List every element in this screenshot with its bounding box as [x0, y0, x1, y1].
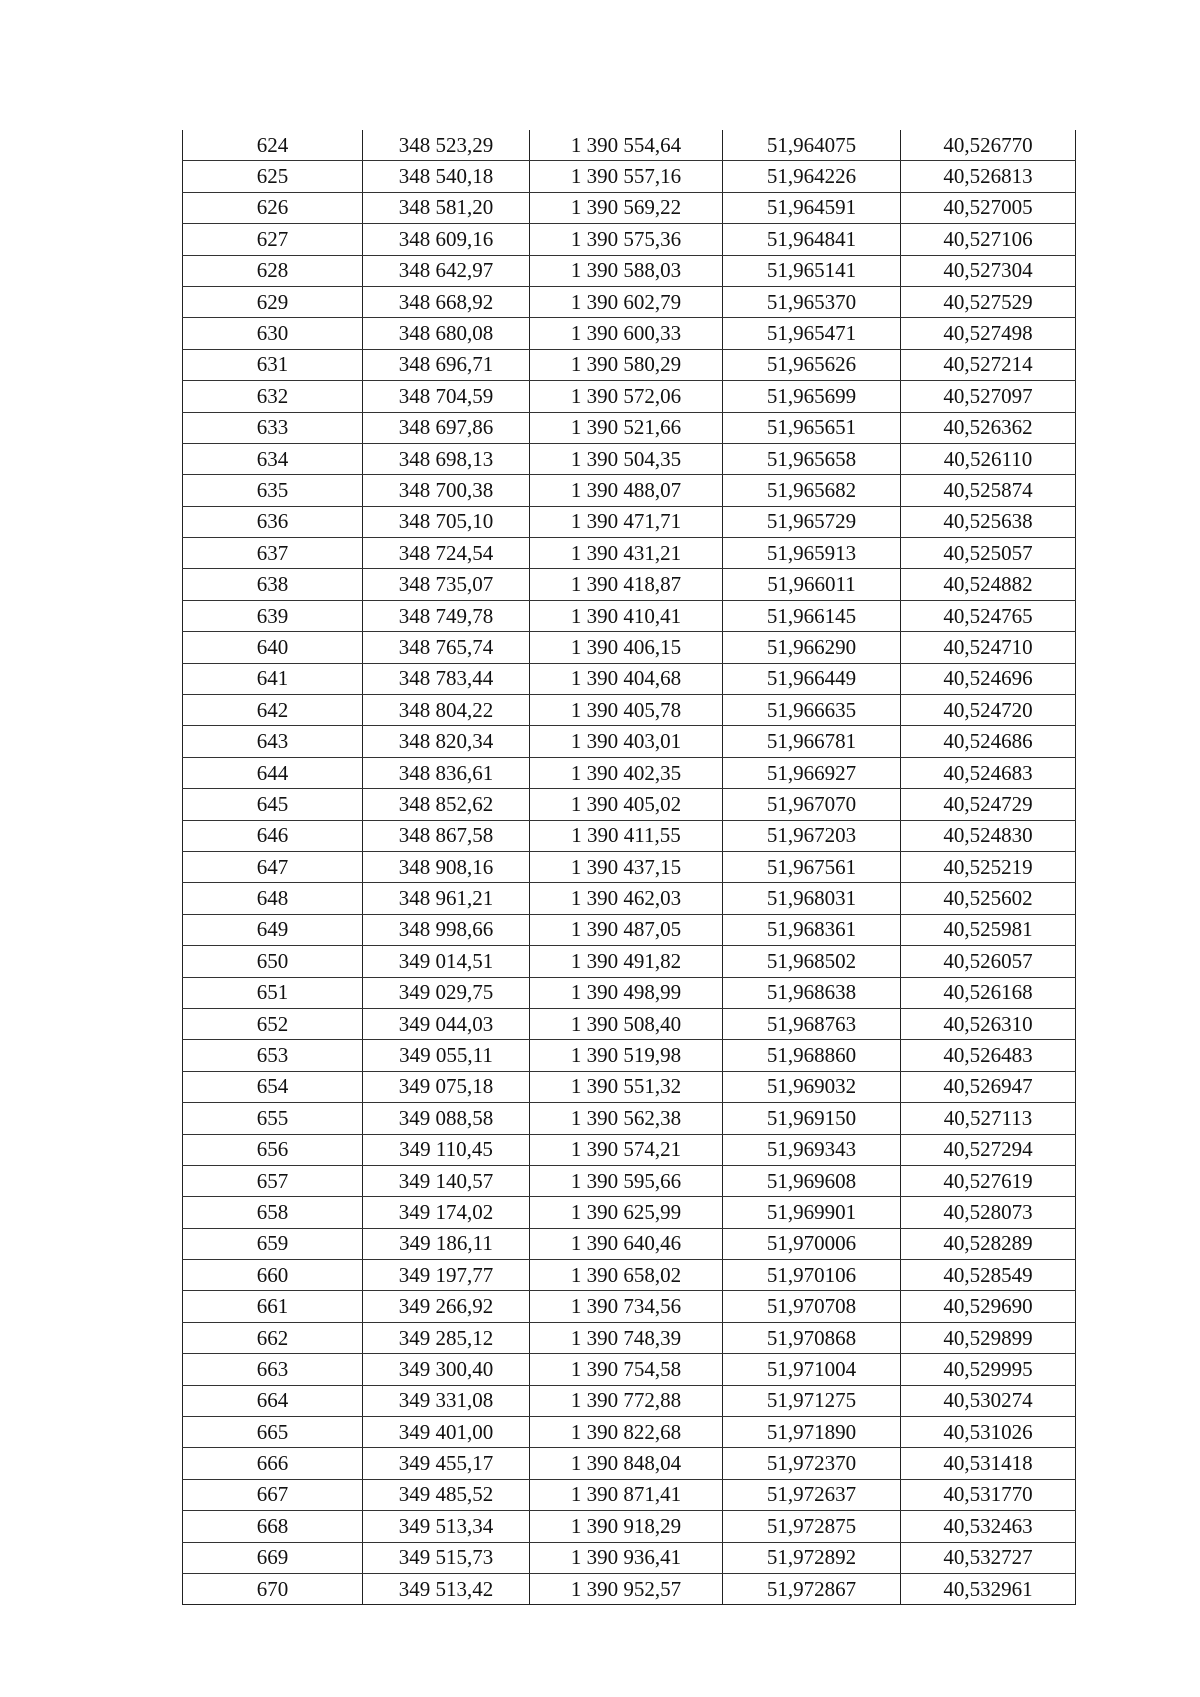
- latitude-cell: 51,967561: [723, 851, 901, 882]
- latitude-cell: 51,972892: [723, 1542, 901, 1573]
- x-coordinate-cell: 349 266,92: [363, 1291, 530, 1322]
- y-coordinate-cell: 1 390 658,02: [530, 1260, 723, 1291]
- longitude-cell: 40,524720: [901, 695, 1076, 726]
- table-row: [183, 1134, 1076, 1165]
- latitude-cell: 51,970106: [723, 1260, 901, 1291]
- point-number-cell: 628: [183, 255, 363, 286]
- longitude-cell: 40,529995: [901, 1354, 1076, 1385]
- table-row: [183, 663, 1076, 694]
- point-number-cell: 640: [183, 632, 363, 663]
- table-row: [183, 1354, 1076, 1385]
- longitude-cell: 40,526057: [901, 946, 1076, 977]
- table-row: [183, 412, 1076, 443]
- y-coordinate-cell: 1 390 595,66: [530, 1165, 723, 1196]
- latitude-cell: 51,965729: [723, 506, 901, 537]
- latitude-cell: 51,966635: [723, 695, 901, 726]
- x-coordinate-cell: 349 140,57: [363, 1165, 530, 1196]
- latitude-cell: 51,966927: [723, 757, 901, 788]
- latitude-cell: 51,965682: [723, 475, 901, 506]
- table-row: [183, 1385, 1076, 1416]
- latitude-cell: 51,972875: [723, 1511, 901, 1542]
- latitude-cell: 51,966781: [723, 726, 901, 757]
- longitude-cell: 40,526947: [901, 1071, 1076, 1102]
- x-coordinate-cell: 348 696,71: [363, 349, 530, 380]
- y-coordinate-cell: 1 390 918,29: [530, 1511, 723, 1542]
- table-row: [183, 569, 1076, 600]
- longitude-cell: 40,528289: [901, 1228, 1076, 1259]
- table-row: [183, 1103, 1076, 1134]
- point-number-cell: 626: [183, 192, 363, 223]
- table-row: [183, 475, 1076, 506]
- x-coordinate-cell: 349 110,45: [363, 1134, 530, 1165]
- y-coordinate-cell: 1 390 572,06: [530, 381, 723, 412]
- table-row: [183, 1008, 1076, 1039]
- point-number-cell: 654: [183, 1071, 363, 1102]
- table-row: [183, 318, 1076, 349]
- point-number-cell: 653: [183, 1040, 363, 1071]
- latitude-cell: 51,972637: [723, 1479, 901, 1510]
- table-row: [183, 130, 1076, 161]
- latitude-cell: 51,964075: [723, 130, 901, 161]
- longitude-cell: 40,531770: [901, 1479, 1076, 1510]
- point-number-cell: 650: [183, 946, 363, 977]
- latitude-cell: 51,968860: [723, 1040, 901, 1071]
- point-number-cell: 651: [183, 977, 363, 1008]
- point-number-cell: 667: [183, 1479, 363, 1510]
- longitude-cell: 40,526770: [901, 130, 1076, 161]
- longitude-cell: 40,526310: [901, 1008, 1076, 1039]
- table-row: [183, 632, 1076, 663]
- table-row: [183, 1322, 1076, 1353]
- point-number-cell: 633: [183, 412, 363, 443]
- table-row: [183, 946, 1076, 977]
- longitude-cell: 40,526483: [901, 1040, 1076, 1071]
- point-number-cell: 657: [183, 1165, 363, 1196]
- x-coordinate-cell: 348 804,22: [363, 695, 530, 726]
- latitude-cell: 51,968638: [723, 977, 901, 1008]
- x-coordinate-cell: 349 515,73: [363, 1542, 530, 1573]
- point-number-cell: 656: [183, 1134, 363, 1165]
- table-row: [183, 161, 1076, 192]
- y-coordinate-cell: 1 390 491,82: [530, 946, 723, 977]
- table-row: [183, 1448, 1076, 1479]
- x-coordinate-cell: 349 044,03: [363, 1008, 530, 1039]
- y-coordinate-cell: 1 390 405,02: [530, 789, 723, 820]
- x-coordinate-cell: 348 697,86: [363, 412, 530, 443]
- y-coordinate-cell: 1 390 871,41: [530, 1479, 723, 1510]
- longitude-cell: 40,525602: [901, 883, 1076, 914]
- x-coordinate-cell: 348 581,20: [363, 192, 530, 223]
- longitude-cell: 40,524710: [901, 632, 1076, 663]
- x-coordinate-cell: 348 735,07: [363, 569, 530, 600]
- table-row: [183, 192, 1076, 223]
- table-row: [183, 726, 1076, 757]
- latitude-cell: 51,971004: [723, 1354, 901, 1385]
- point-number-cell: 631: [183, 349, 363, 380]
- point-number-cell: 632: [183, 381, 363, 412]
- longitude-cell: 40,528549: [901, 1260, 1076, 1291]
- x-coordinate-cell: 348 540,18: [363, 161, 530, 192]
- x-coordinate-cell: 349 485,52: [363, 1479, 530, 1510]
- y-coordinate-cell: 1 390 562,38: [530, 1103, 723, 1134]
- point-number-cell: 670: [183, 1573, 363, 1604]
- point-number-cell: 629: [183, 286, 363, 317]
- latitude-cell: 51,971275: [723, 1385, 901, 1416]
- table-row: [183, 1479, 1076, 1510]
- y-coordinate-cell: 1 390 411,55: [530, 820, 723, 851]
- y-coordinate-cell: 1 390 848,04: [530, 1448, 723, 1479]
- table-row: [183, 1165, 1076, 1196]
- longitude-cell: 40,527097: [901, 381, 1076, 412]
- latitude-cell: 51,970006: [723, 1228, 901, 1259]
- point-number-cell: 655: [183, 1103, 363, 1134]
- latitude-cell: 51,971890: [723, 1417, 901, 1448]
- y-coordinate-cell: 1 390 822,68: [530, 1417, 723, 1448]
- point-number-cell: 634: [183, 443, 363, 474]
- table-row: [183, 1260, 1076, 1291]
- longitude-cell: 40,532961: [901, 1573, 1076, 1604]
- y-coordinate-cell: 1 390 625,99: [530, 1197, 723, 1228]
- y-coordinate-cell: 1 390 521,66: [530, 412, 723, 443]
- x-coordinate-cell: 348 698,13: [363, 443, 530, 474]
- longitude-cell: 40,532727: [901, 1542, 1076, 1573]
- x-coordinate-cell: 349 174,02: [363, 1197, 530, 1228]
- latitude-cell: 51,969608: [723, 1165, 901, 1196]
- y-coordinate-cell: 1 390 580,29: [530, 349, 723, 380]
- point-number-cell: 637: [183, 538, 363, 569]
- longitude-cell: 40,524765: [901, 600, 1076, 631]
- table-row: [183, 1542, 1076, 1573]
- x-coordinate-cell: 348 642,97: [363, 255, 530, 286]
- point-number-cell: 658: [183, 1197, 363, 1228]
- x-coordinate-cell: 348 724,54: [363, 538, 530, 569]
- y-coordinate-cell: 1 390 498,99: [530, 977, 723, 1008]
- longitude-cell: 40,526110: [901, 443, 1076, 474]
- y-coordinate-cell: 1 390 754,58: [530, 1354, 723, 1385]
- x-coordinate-cell: 348 783,44: [363, 663, 530, 694]
- table-row: [183, 851, 1076, 882]
- longitude-cell: 40,524729: [901, 789, 1076, 820]
- x-coordinate-cell: 348 836,61: [363, 757, 530, 788]
- longitude-cell: 40,525981: [901, 914, 1076, 945]
- latitude-cell: 51,968361: [723, 914, 901, 945]
- x-coordinate-cell: 349 014,51: [363, 946, 530, 977]
- table-row: [183, 883, 1076, 914]
- y-coordinate-cell: 1 390 574,21: [530, 1134, 723, 1165]
- y-coordinate-cell: 1 390 551,32: [530, 1071, 723, 1102]
- x-coordinate-cell: 349 029,75: [363, 977, 530, 1008]
- y-coordinate-cell: 1 390 471,71: [530, 506, 723, 537]
- point-number-cell: 624: [183, 130, 363, 161]
- longitude-cell: 40,525638: [901, 506, 1076, 537]
- x-coordinate-cell: 349 285,12: [363, 1322, 530, 1353]
- y-coordinate-cell: 1 390 488,07: [530, 475, 723, 506]
- longitude-cell: 40,527113: [901, 1103, 1076, 1134]
- latitude-cell: 51,965699: [723, 381, 901, 412]
- longitude-cell: 40,527106: [901, 224, 1076, 255]
- longitude-cell: 40,525219: [901, 851, 1076, 882]
- latitude-cell: 51,970868: [723, 1322, 901, 1353]
- longitude-cell: 40,527294: [901, 1134, 1076, 1165]
- x-coordinate-cell: 348 523,29: [363, 130, 530, 161]
- longitude-cell: 40,526168: [901, 977, 1076, 1008]
- latitude-cell: 51,966011: [723, 569, 901, 600]
- longitude-cell: 40,529899: [901, 1322, 1076, 1353]
- point-number-cell: 636: [183, 506, 363, 537]
- longitude-cell: 40,524686: [901, 726, 1076, 757]
- y-coordinate-cell: 1 390 734,56: [530, 1291, 723, 1322]
- point-number-cell: 662: [183, 1322, 363, 1353]
- latitude-cell: 51,964226: [723, 161, 901, 192]
- y-coordinate-cell: 1 390 748,39: [530, 1322, 723, 1353]
- table-row: [183, 757, 1076, 788]
- latitude-cell: 51,966290: [723, 632, 901, 663]
- y-coordinate-cell: 1 390 600,33: [530, 318, 723, 349]
- coordinates-table-body: [183, 130, 1076, 1605]
- y-coordinate-cell: 1 390 487,05: [530, 914, 723, 945]
- x-coordinate-cell: 349 513,42: [363, 1573, 530, 1604]
- y-coordinate-cell: 1 390 402,35: [530, 757, 723, 788]
- table-row: [183, 1197, 1076, 1228]
- longitude-cell: 40,524696: [901, 663, 1076, 694]
- latitude-cell: 51,969901: [723, 1197, 901, 1228]
- point-number-cell: 659: [183, 1228, 363, 1259]
- point-number-cell: 661: [183, 1291, 363, 1322]
- latitude-cell: 51,968763: [723, 1008, 901, 1039]
- latitude-cell: 51,964841: [723, 224, 901, 255]
- point-number-cell: 647: [183, 851, 363, 882]
- table-row: [183, 820, 1076, 851]
- table-row: [183, 914, 1076, 945]
- latitude-cell: 51,969343: [723, 1134, 901, 1165]
- x-coordinate-cell: 348 680,08: [363, 318, 530, 349]
- y-coordinate-cell: 1 390 431,21: [530, 538, 723, 569]
- x-coordinate-cell: 349 513,34: [363, 1511, 530, 1542]
- longitude-cell: 40,532463: [901, 1511, 1076, 1542]
- y-coordinate-cell: 1 390 405,78: [530, 695, 723, 726]
- coordinates-table: [182, 130, 1076, 1605]
- y-coordinate-cell: 1 390 557,16: [530, 161, 723, 192]
- point-number-cell: 664: [183, 1385, 363, 1416]
- longitude-cell: 40,530274: [901, 1385, 1076, 1416]
- latitude-cell: 51,965658: [723, 443, 901, 474]
- x-coordinate-cell: 349 331,08: [363, 1385, 530, 1416]
- y-coordinate-cell: 1 390 504,35: [530, 443, 723, 474]
- x-coordinate-cell: 348 998,66: [363, 914, 530, 945]
- x-coordinate-cell: 348 609,16: [363, 224, 530, 255]
- table-row: [183, 349, 1076, 380]
- x-coordinate-cell: 348 668,92: [363, 286, 530, 317]
- y-coordinate-cell: 1 390 410,41: [530, 600, 723, 631]
- table-row: [183, 1573, 1076, 1604]
- y-coordinate-cell: 1 390 588,03: [530, 255, 723, 286]
- latitude-cell: 51,965913: [723, 538, 901, 569]
- y-coordinate-cell: 1 390 554,64: [530, 130, 723, 161]
- y-coordinate-cell: 1 390 640,46: [530, 1228, 723, 1259]
- y-coordinate-cell: 1 390 462,03: [530, 883, 723, 914]
- point-number-cell: 652: [183, 1008, 363, 1039]
- x-coordinate-cell: 349 455,17: [363, 1448, 530, 1479]
- x-coordinate-cell: 348 852,62: [363, 789, 530, 820]
- longitude-cell: 40,526362: [901, 412, 1076, 443]
- point-number-cell: 627: [183, 224, 363, 255]
- table-row: [183, 381, 1076, 412]
- latitude-cell: 51,965471: [723, 318, 901, 349]
- table-row: [183, 1291, 1076, 1322]
- x-coordinate-cell: 348 961,21: [363, 883, 530, 914]
- y-coordinate-cell: 1 390 952,57: [530, 1573, 723, 1604]
- x-coordinate-cell: 349 401,00: [363, 1417, 530, 1448]
- y-coordinate-cell: 1 390 418,87: [530, 569, 723, 600]
- point-number-cell: 660: [183, 1260, 363, 1291]
- longitude-cell: 40,525874: [901, 475, 1076, 506]
- x-coordinate-cell: 348 820,34: [363, 726, 530, 757]
- table-row: [183, 789, 1076, 820]
- latitude-cell: 51,969150: [723, 1103, 901, 1134]
- table-row: [183, 1071, 1076, 1102]
- table-row: [183, 1511, 1076, 1542]
- y-coordinate-cell: 1 390 404,68: [530, 663, 723, 694]
- point-number-cell: 642: [183, 695, 363, 726]
- longitude-cell: 40,531026: [901, 1417, 1076, 1448]
- y-coordinate-cell: 1 390 772,88: [530, 1385, 723, 1416]
- latitude-cell: 51,966449: [723, 663, 901, 694]
- latitude-cell: 51,967070: [723, 789, 901, 820]
- x-coordinate-cell: 349 186,11: [363, 1228, 530, 1259]
- point-number-cell: 669: [183, 1542, 363, 1573]
- point-number-cell: 645: [183, 789, 363, 820]
- point-number-cell: 639: [183, 600, 363, 631]
- longitude-cell: 40,528073: [901, 1197, 1076, 1228]
- x-coordinate-cell: 348 908,16: [363, 851, 530, 882]
- latitude-cell: 51,965651: [723, 412, 901, 443]
- point-number-cell: 643: [183, 726, 363, 757]
- table-row: [183, 1228, 1076, 1259]
- table-row: [183, 224, 1076, 255]
- x-coordinate-cell: 349 055,11: [363, 1040, 530, 1071]
- longitude-cell: 40,527304: [901, 255, 1076, 286]
- x-coordinate-cell: 348 704,59: [363, 381, 530, 412]
- x-coordinate-cell: 349 300,40: [363, 1354, 530, 1385]
- longitude-cell: 40,527619: [901, 1165, 1076, 1196]
- table-row: [183, 1417, 1076, 1448]
- point-number-cell: 630: [183, 318, 363, 349]
- x-coordinate-cell: 348 749,78: [363, 600, 530, 631]
- longitude-cell: 40,527005: [901, 192, 1076, 223]
- longitude-cell: 40,524882: [901, 569, 1076, 600]
- point-number-cell: 646: [183, 820, 363, 851]
- x-coordinate-cell: 348 765,74: [363, 632, 530, 663]
- y-coordinate-cell: 1 390 406,15: [530, 632, 723, 663]
- latitude-cell: 51,966145: [723, 600, 901, 631]
- longitude-cell: 40,531418: [901, 1448, 1076, 1479]
- y-coordinate-cell: 1 390 936,41: [530, 1542, 723, 1573]
- table-row: [183, 255, 1076, 286]
- longitude-cell: 40,527498: [901, 318, 1076, 349]
- x-coordinate-cell: 349 088,58: [363, 1103, 530, 1134]
- y-coordinate-cell: 1 390 508,40: [530, 1008, 723, 1039]
- point-number-cell: 665: [183, 1417, 363, 1448]
- latitude-cell: 51,965370: [723, 286, 901, 317]
- longitude-cell: 40,525057: [901, 538, 1076, 569]
- point-number-cell: 641: [183, 663, 363, 694]
- point-number-cell: 638: [183, 569, 363, 600]
- latitude-cell: 51,969032: [723, 1071, 901, 1102]
- table-row: [183, 538, 1076, 569]
- y-coordinate-cell: 1 390 437,15: [530, 851, 723, 882]
- table-row: [183, 600, 1076, 631]
- y-coordinate-cell: 1 390 519,98: [530, 1040, 723, 1071]
- longitude-cell: 40,527529: [901, 286, 1076, 317]
- y-coordinate-cell: 1 390 602,79: [530, 286, 723, 317]
- x-coordinate-cell: 349 075,18: [363, 1071, 530, 1102]
- table-row: [183, 977, 1076, 1008]
- x-coordinate-cell: 349 197,77: [363, 1260, 530, 1291]
- longitude-cell: 40,526813: [901, 161, 1076, 192]
- longitude-cell: 40,524830: [901, 820, 1076, 851]
- point-number-cell: 635: [183, 475, 363, 506]
- latitude-cell: 51,970708: [723, 1291, 901, 1322]
- y-coordinate-cell: 1 390 575,36: [530, 224, 723, 255]
- point-number-cell: 644: [183, 757, 363, 788]
- point-number-cell: 649: [183, 914, 363, 945]
- y-coordinate-cell: 1 390 403,01: [530, 726, 723, 757]
- x-coordinate-cell: 348 705,10: [363, 506, 530, 537]
- table-row: [183, 506, 1076, 537]
- latitude-cell: 51,972867: [723, 1573, 901, 1604]
- point-number-cell: 666: [183, 1448, 363, 1479]
- longitude-cell: 40,524683: [901, 757, 1076, 788]
- latitude-cell: 51,965141: [723, 255, 901, 286]
- longitude-cell: 40,529690: [901, 1291, 1076, 1322]
- point-number-cell: 668: [183, 1511, 363, 1542]
- table-row: [183, 443, 1076, 474]
- latitude-cell: 51,964591: [723, 192, 901, 223]
- x-coordinate-cell: 348 700,38: [363, 475, 530, 506]
- table-row: [183, 695, 1076, 726]
- point-number-cell: 648: [183, 883, 363, 914]
- y-coordinate-cell: 1 390 569,22: [530, 192, 723, 223]
- x-coordinate-cell: 348 867,58: [363, 820, 530, 851]
- latitude-cell: 51,967203: [723, 820, 901, 851]
- latitude-cell: 51,972370: [723, 1448, 901, 1479]
- point-number-cell: 663: [183, 1354, 363, 1385]
- latitude-cell: 51,968502: [723, 946, 901, 977]
- point-number-cell: 625: [183, 161, 363, 192]
- latitude-cell: 51,965626: [723, 349, 901, 380]
- longitude-cell: 40,527214: [901, 349, 1076, 380]
- latitude-cell: 51,968031: [723, 883, 901, 914]
- table-row: [183, 286, 1076, 317]
- table-row: [183, 1040, 1076, 1071]
